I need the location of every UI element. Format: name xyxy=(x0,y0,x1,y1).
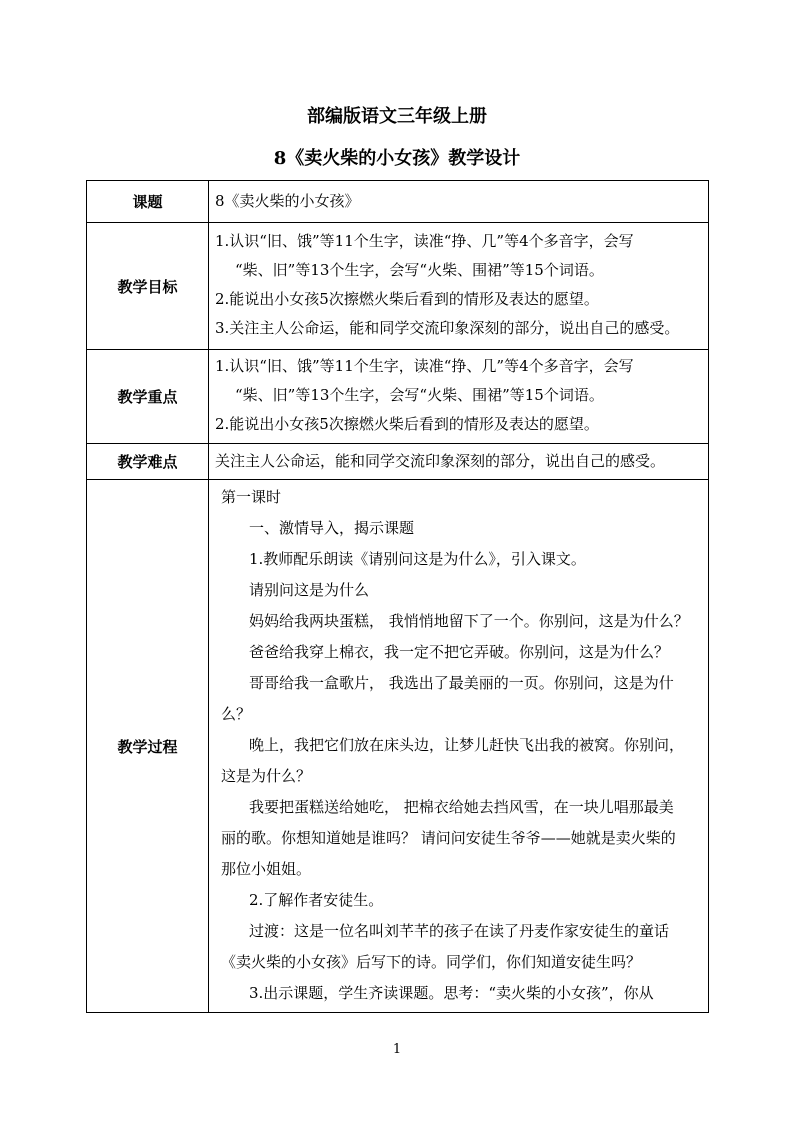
process-line: 么？ xyxy=(221,705,252,723)
process-line: 这是为什么？ xyxy=(221,767,312,785)
key-points-line: 2.能说出小女孩5次擦燃火柴后看到的情形及表达的愿望。 xyxy=(215,415,599,433)
document-title: 部编版语文三年级上册 xyxy=(307,106,487,127)
process-line: 丽的歌。你想知道她是谁吗？ 请问问安徒生爷爷——她就是卖火柴的 xyxy=(221,829,676,847)
goals-line: 3.关注主人公命运，能和同学交流印象深刻的部分，说出自己的感受。 xyxy=(215,319,680,337)
process-line: 《卖火柴的小女孩》后写下的诗。同学们，你们知道安徒生吗？ xyxy=(221,953,642,971)
table-row-difficulty xyxy=(87,444,709,480)
table-row-process xyxy=(87,480,709,1013)
difficulty-content xyxy=(209,444,709,480)
difficulty-text: 关注主人公命运，能和同学交流印象深刻的部分，说出自己的感受。 xyxy=(215,452,666,470)
process-line: 第一课时 xyxy=(221,488,282,506)
process-line: 妈妈给我两块蛋糕， 我悄悄地留下了一个。你别问，这是为什么？ xyxy=(249,612,689,630)
process-line: 3.出示课题，学生齐读课题。思考：“卖火柴的小女孩”，你从 xyxy=(249,984,654,1002)
topic-value xyxy=(209,181,709,223)
process-line: 哥哥给我一盒歌片， 我选出了最美丽的一页。你别问，这是为什 xyxy=(249,674,674,692)
process-line: 爸爸给我穿上棉衣，我一定不把它弄破。你别问，这是为什么？ xyxy=(249,643,670,661)
goals-line: 1.认识“旧、饿”等11个生字，读准“挣、几”等4个多音字，会写 xyxy=(215,232,634,250)
document-subtitle: 8《卖火柴的小女孩》教学设计 xyxy=(273,148,521,169)
goals-content xyxy=(209,223,709,350)
process-content xyxy=(209,480,709,1013)
table-row-key-points xyxy=(87,350,709,444)
process-line: 请别问这是为什么 xyxy=(249,581,370,599)
difficulty-label: 教学难点 xyxy=(87,444,209,480)
process-line: 2.了解作者安徒生。 xyxy=(249,891,384,909)
goals-line: 2.能说出小女孩5次擦燃火柴后看到的情形及表达的愿望。 xyxy=(215,290,599,308)
key-points-content xyxy=(209,350,709,444)
process-label: 教学过程 xyxy=(87,480,209,1013)
process-line: 一、激情导入，揭示课题 xyxy=(249,519,415,537)
process-line: 1.教师配乐朗读《请别问这是为什么》，引入课文。 xyxy=(249,550,586,568)
key-points-label: 教学重点 xyxy=(87,350,209,444)
goals-line: “柴、旧”等13个生字，会写“火柴、围裙”等15个词语。 xyxy=(235,261,604,279)
process-line: 那位小姐姐。 xyxy=(221,860,312,878)
key-points-line: 1.认识“旧、饿”等11个生字，读准“挣、几”等4个多音字，会写 xyxy=(215,357,634,375)
process-line: 我要把蛋糕送给她吃， 把棉衣给她去挡风雪，在一块儿唱那最美 xyxy=(249,798,674,816)
table-row-topic xyxy=(87,181,709,223)
topic-label: 课题 xyxy=(87,181,209,223)
table-row-goals xyxy=(87,223,709,350)
page-number: 1 xyxy=(392,1042,402,1057)
goals-label: 教学目标 xyxy=(87,223,209,350)
topic-text: 8《卖火柴的小女孩》 xyxy=(215,192,360,210)
process-line: 晚上，我把它们放在床头边，让梦儿赶快飞出我的被窝。你别问， xyxy=(249,736,685,754)
process-line: 过渡：这是一位名叫刘芊芊的孩子在读了丹麦作家安徒生的童话 xyxy=(249,922,670,940)
lesson-plan-table xyxy=(86,180,709,1013)
key-points-line: “柴、旧”等13个生字，会写“火柴、围裙”等15个词语。 xyxy=(235,386,604,404)
